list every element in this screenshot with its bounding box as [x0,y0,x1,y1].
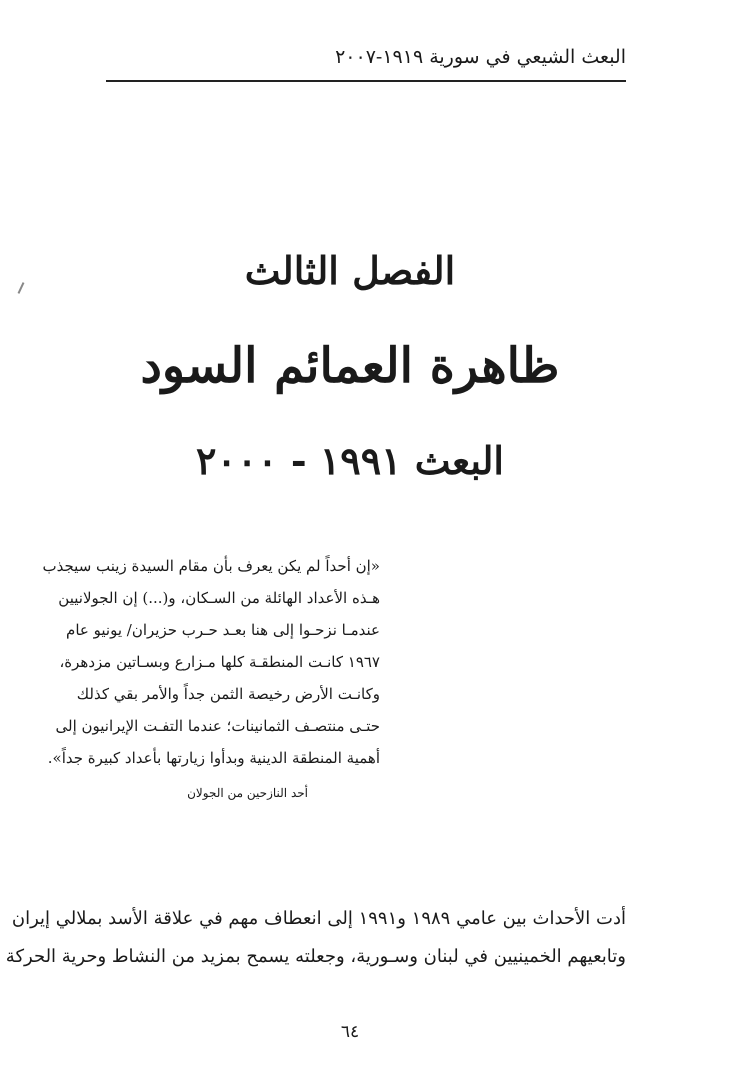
body-paragraph [5,900,626,976]
epigraph-line: حتـى منتصـف الثمانينات؛ عندما التفـت الإيرانيون إلى [55,717,380,735]
page-number: ٦٤ [340,1022,360,1042]
body-line: أدت الأحداث بين عامي ١٩٨٩ و١٩٩١ إلى انعطاف مهم في علاقة الأسد بملالي إيران [11,908,626,929]
epigraph-quote [42,550,380,774]
epigraph-line: وكانـت الأرض رخيصة الثمن جداً والأمر بقي كذلك [76,685,380,703]
header-rule [106,80,626,82]
running-header: البعث الشيعي في سورية ١٩١٩-٢٠٠٧ [335,46,626,68]
epigraph-line: هـذه الأعداد الهائلة من السـكان، و(...) إن الجولانيين [58,589,380,607]
epigraph-attribution: أحد النازحين من الجولان [187,786,308,800]
epigraph-line: ١٩٦٧ كانـت المنطقـة كلها مـزارع وبسـاتين مزدهرة، [59,653,380,671]
chapter-subtitle: البعث ١٩٩١ - ٢٠٠٠ [196,438,504,483]
chapter-label: الفصل الثالث [244,248,456,293]
epigraph-line: «إن أحداً لم يكن يعرف بأن مقام السيدة زينب سيجذب [42,557,380,575]
body-line: وتابعيهم الخمينيين في لبنان وسـورية، وجعلته يسمح بمزيد من النشاط وحرية الحركة [5,946,626,967]
epigraph-line: أهمية المنطقة الدينية وبدأوا زيارتها بأعداد كبيرة جداً». [47,749,380,767]
chapter-title: ظاهرة العمائم السود [140,338,560,394]
epigraph-line: عندمـا نزحـوا إلى هنا بعـد حـرب حزيران/ يونيو عام [66,621,380,639]
